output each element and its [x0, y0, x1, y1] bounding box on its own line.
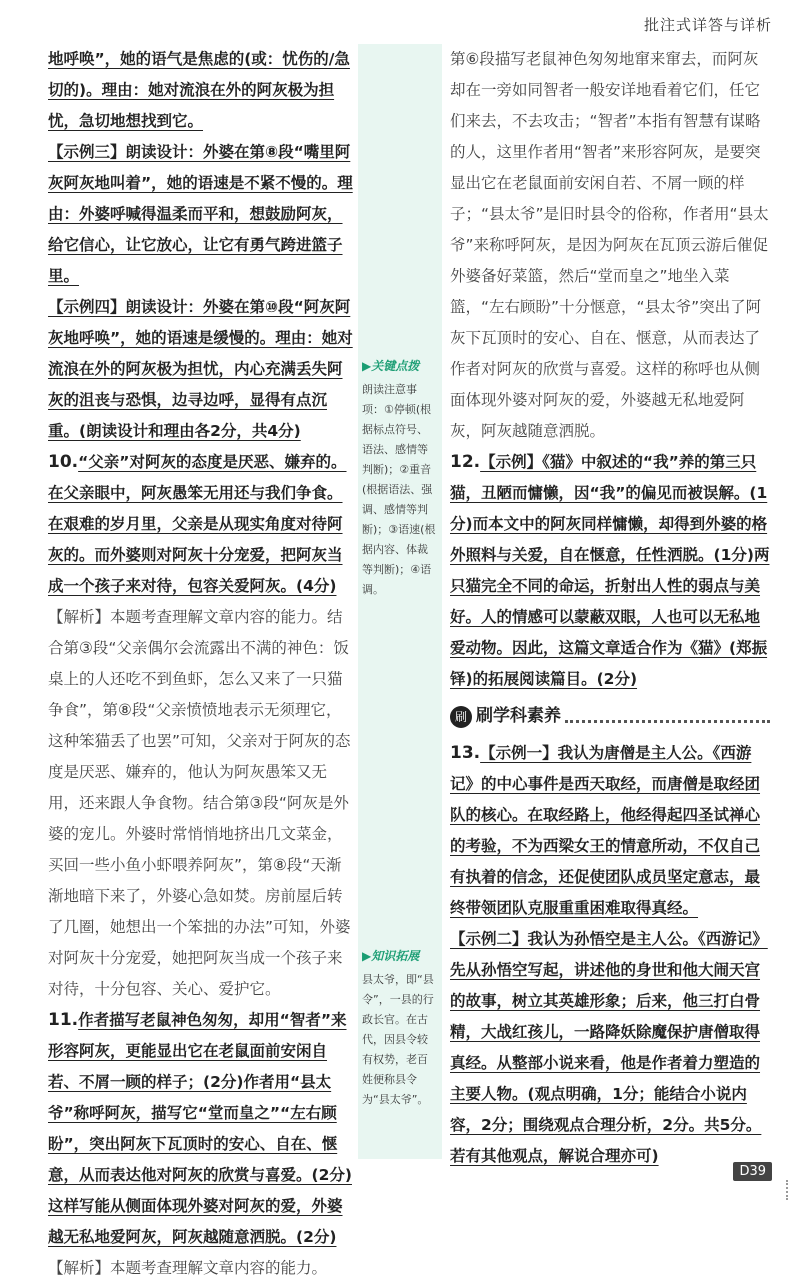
- section-header: [450, 701, 770, 732]
- analysis-paragraph: 【解析】本题考查理解文章内容的能力。: [48, 1259, 328, 1277]
- key-tip-tag: ▶关键点拨: [362, 359, 420, 373]
- question-number: 10.: [48, 452, 79, 472]
- question-answer: 【示例一】我认为唐僧是主人公。《西游记》的中心事件是西天取经，而唐僧是取经团队的核心。在取经路上，他经得起四圣试禅心的考验，不为西梁女王的情意所动，不仅自己有执着的信念，还促使团队成员坚定意志，最终带领团队克服重重困难取得真经。: [450, 744, 761, 917]
- question-12: [450, 447, 770, 695]
- answer-paragraph: 【示例二】我认为孙悟空是主人公。《西游记》先从孙悟空写起，讲述他的身世和他大闹天宫的故事，树立其英雄形象；后来，他三打白骨精，大战红孩儿，一路降妖除魔保护唐僧取得真经。从整部小说来看，他是作者着力塑造的主要人物。(观点明确，1分；能结合小说内容，2分；围绕观点合理分析，2分。共5分。若有其他观点，解说合理亦可): [450, 930, 768, 1165]
- question-10: [48, 447, 353, 602]
- question-answer: “父亲”对阿灰的态度是厌恶、嫌弃的。在父亲眼中，阿灰愚笨无用还与我们争食。在艰难的岁月里，父亲是从现实角度对待阿灰的。而外婆则对阿灰十分宠爱，把阿灰当成一个孩子来对待，包容关爱阿灰。(4分): [48, 453, 347, 595]
- side-notes-column: [358, 44, 442, 1159]
- answer-paragraph: 【示例三】朗读设计：外婆在第⑧段“嘴里阿灰阿灰地叫着”，她的语速是不紧不慢的。理由：外婆呼喊得温柔而平和，想鼓励阿灰，给它信心，让它放心，让它有勇气跨进篮子里。: [48, 143, 353, 285]
- section-title: 刷学科素养: [476, 706, 561, 726]
- edge-dots: [786, 1180, 792, 1200]
- analysis-paragraph: 【解析】本题考查理解文章内容的能力。结合第③段“父亲偶尔会流露出不满的神色：饭桌上的人还吃不到鱼虾，怎么又来了一只猫争食”，第⑧段“父亲愤愤地表示无须理它，这种笨猫丢了也罢”可知，父亲对于阿灰的态度是厌恶、嫌弃的，他认为阿灰愚笨又无用，还来跟人争食物。结合第③段“阿灰是外婆的宠儿。外婆时常悄悄地挤出几文菜金，买回一些小鱼小虾喂养阿灰”，第⑧段“天渐渐地暗下来了，外婆心急如焚。房前屋后转了几圈，她想出一个笨拙的办法”可知，外婆对阿灰十分宠爱，她把阿灰当成一个孩子来对待，十分包容、关心、爱护它。: [48, 608, 351, 998]
- right-column: [450, 44, 770, 1172]
- question-number: 12.: [450, 452, 481, 472]
- dotted-divider: [565, 710, 770, 723]
- answer-paragraph: 【示例四】朗读设计：外婆在第⑩段“阿灰阿灰地呼唤”，她的语速是缓慢的。理由：她对流浪在外的阿灰极为担忧，内心充满丢失阿灰的沮丧与恐惧，边寻边呼，显得有点沉重。(朗读设计和理由各2分，共4分): [48, 298, 353, 440]
- answer-paragraph: 地呼唤”，她的语气是焦虑的(或：忧伤的/急切的)。理由：她对流浪在外的阿灰极为担忧，急切地想找到它。: [48, 50, 350, 130]
- knowledge-tag: ▶知识拓展: [362, 949, 420, 963]
- page-header-title: 批注式详答与详析: [643, 16, 772, 34]
- question-13: [450, 738, 770, 924]
- analysis-paragraph: 第⑥段描写老鼠神色匆匆地窜来窜去，而阿灰却在一旁如同智者一般安详地看着它们，任它们来去，不去攻击；“智者”本指有智慧有谋略的人，这里作者用“智者”来形容阿灰，是要突显出它在老鼠面前安闲自若、不屑一顾的样子；“县太爷”是旧时县令的俗称，作者用“县太爷”来称呼阿灰，是因为阿灰在瓦顶云游后催促外婆备好菜篮，然后“堂而皇之”地坐入菜篮，“左右顾盼”十分惬意，“县太爷”突出了阿灰下瓦顶时的安心、自在、惬意，从而表达了作者对阿灰的欣赏与喜爱。这样的称呼也从侧面体现外婆对阿灰的爱，外婆越无私地爱阿灰，阿灰越随意洒脱。: [450, 50, 769, 440]
- question-11: [48, 1005, 353, 1253]
- question-number: 11.: [48, 1010, 79, 1030]
- question-answer: 作者描写老鼠神色匆匆，却用“智者”来形容阿灰，更能显出它在老鼠面前安闲自若、不屑一顾的样子；(2分)作者用“县太爷”称呼阿灰，描写它“堂而皇之”“左右顾盼”，突出阿灰下瓦顶时的安心、自在、惬意，从而表达他对阿灰的欣赏与喜爱。(2分)这样写能从侧面体现外婆对阿灰的爱，外婆越无私地爱阿灰，阿灰越随意洒脱。(2分): [48, 1011, 352, 1246]
- left-column: [48, 44, 353, 1284]
- knowledge-note: 县太爷，即“县令”，一县的行政长官。在古代，因县令较有权势，老百姓便称县令为“县太爷”。: [362, 973, 434, 1106]
- key-tip-note: 朗读注意事项：①停顿(根据标点符号、语法、感情等判断)；②重音(根据语法、强调、感情等判断)；③语速(根据内容、体裁等判断)；④语调。: [362, 383, 436, 596]
- page-number: D39: [733, 1162, 772, 1181]
- brush-badge-icon: 刷: [450, 706, 472, 728]
- question-number: 13.: [450, 743, 481, 763]
- question-answer: 【示例】《猫》中叙述的“我”养的第三只猫，丑陋而慵懒，因“我”的偏见而被误解。(1分)而本文中的阿灰同样慵懒，却得到外婆的格外照料与关爱，自在惬意，任性洒脱。(1分)两只猫完全不同的命运，折射出人性的弱点与美好。人的情感可以蒙蔽双眼，人也可以无私地爱动物。因此，这篇文章适合作为《猫》(郑振铎)的拓展阅读篇目。(2分): [450, 453, 770, 688]
